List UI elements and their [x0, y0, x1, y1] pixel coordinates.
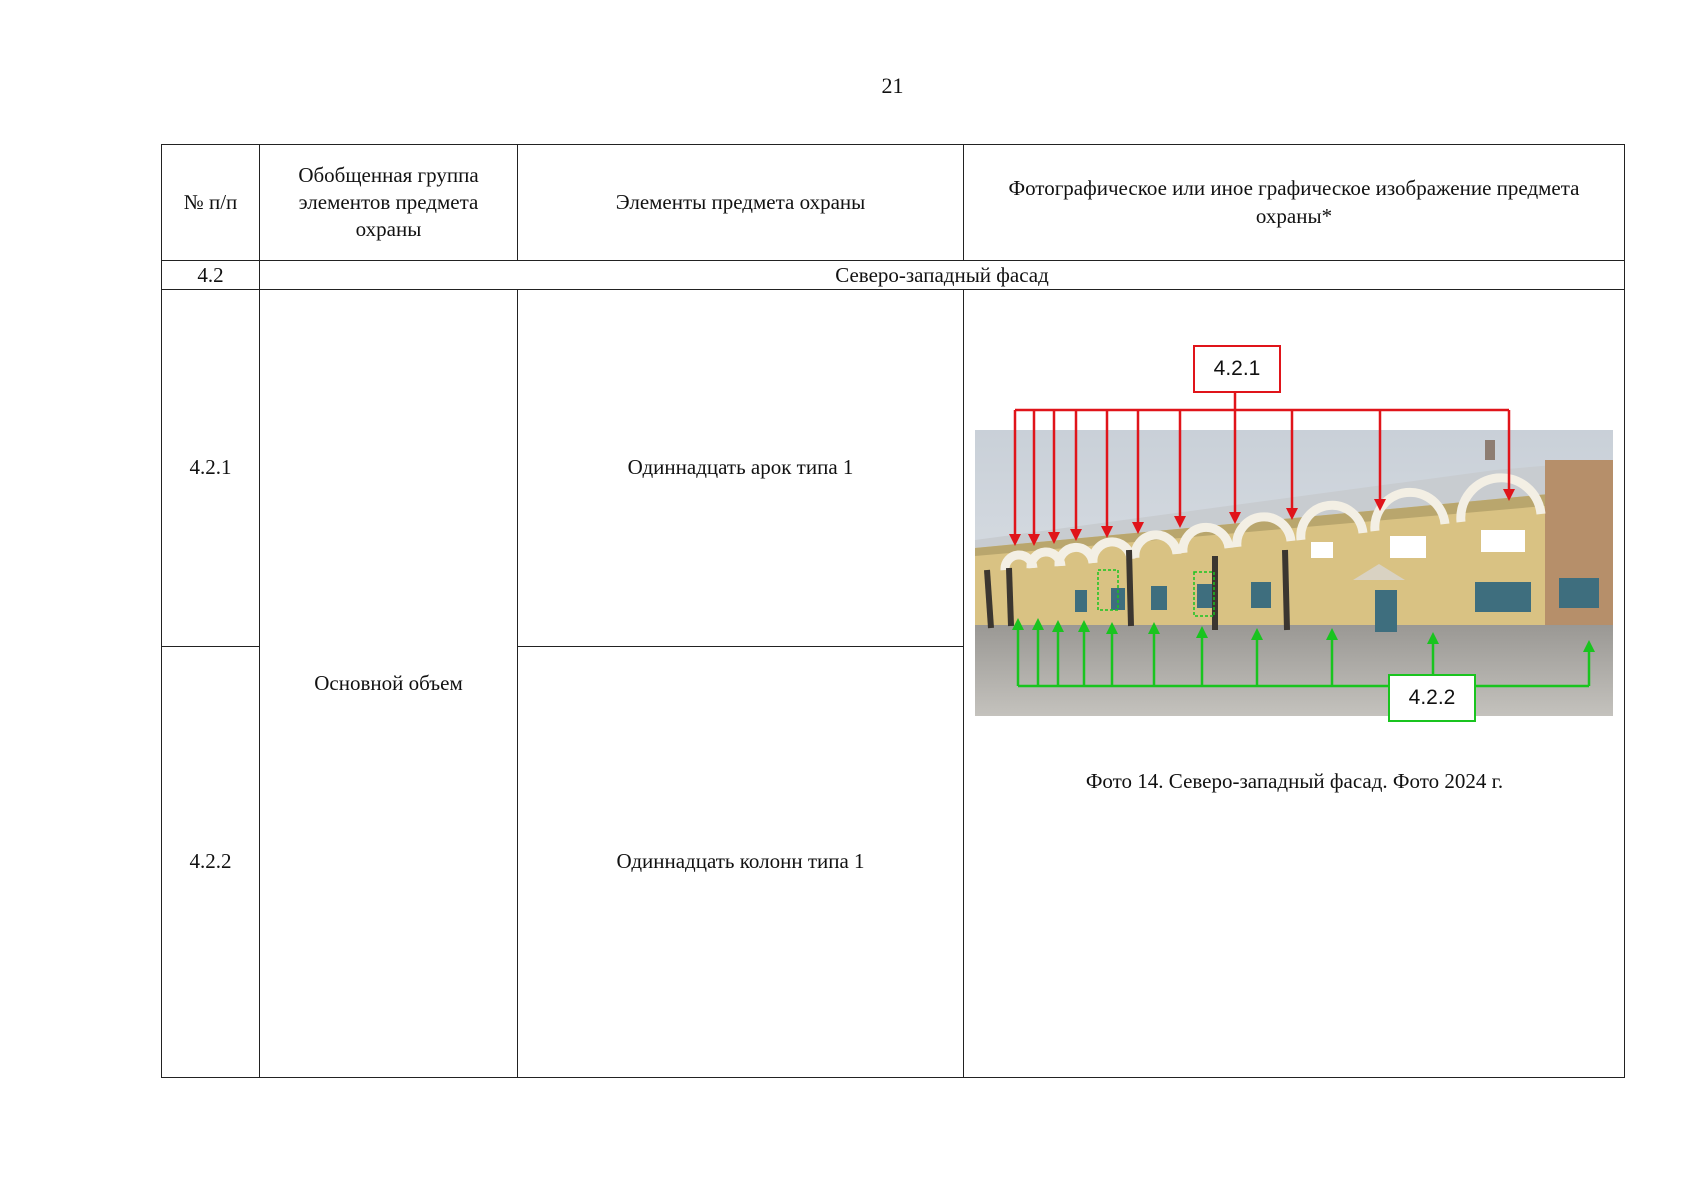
protection-table [161, 144, 1625, 1078]
photo-caption: Фото 14. Северо-западный фасад. Фото 2024 г. [1085, 769, 1504, 793]
header-image: Фотографическое или иное графическое изображение предмета охраны* [964, 145, 1625, 261]
columns-label: 4.2.2 [1388, 674, 1476, 722]
group-name: Основной объем [260, 290, 518, 1078]
row-num: 4.2.2 [162, 647, 260, 1078]
arches-label: 4.2.1 [1193, 345, 1281, 393]
header-group: Обобщенная группа элементов предмета охраны [260, 145, 518, 261]
annotation-arrows [964, 290, 1625, 750]
page-number: 21 [881, 73, 904, 98]
section-num: 4.2 [162, 261, 260, 290]
table-row [162, 290, 1625, 647]
section-title: Северо-западный фасад [260, 261, 1625, 290]
section-row [162, 261, 1625, 290]
table-header-row [162, 145, 1625, 261]
row-num: 4.2.1 [162, 290, 260, 647]
header-elements: Элементы предмета охраны [518, 145, 964, 261]
row-element: Одиннадцать колонн типа 1 [518, 647, 964, 1078]
header-num: № п/п [162, 145, 260, 261]
photo-cell [964, 290, 1625, 1078]
row-element: Одиннадцать арок типа 1 [518, 290, 964, 647]
